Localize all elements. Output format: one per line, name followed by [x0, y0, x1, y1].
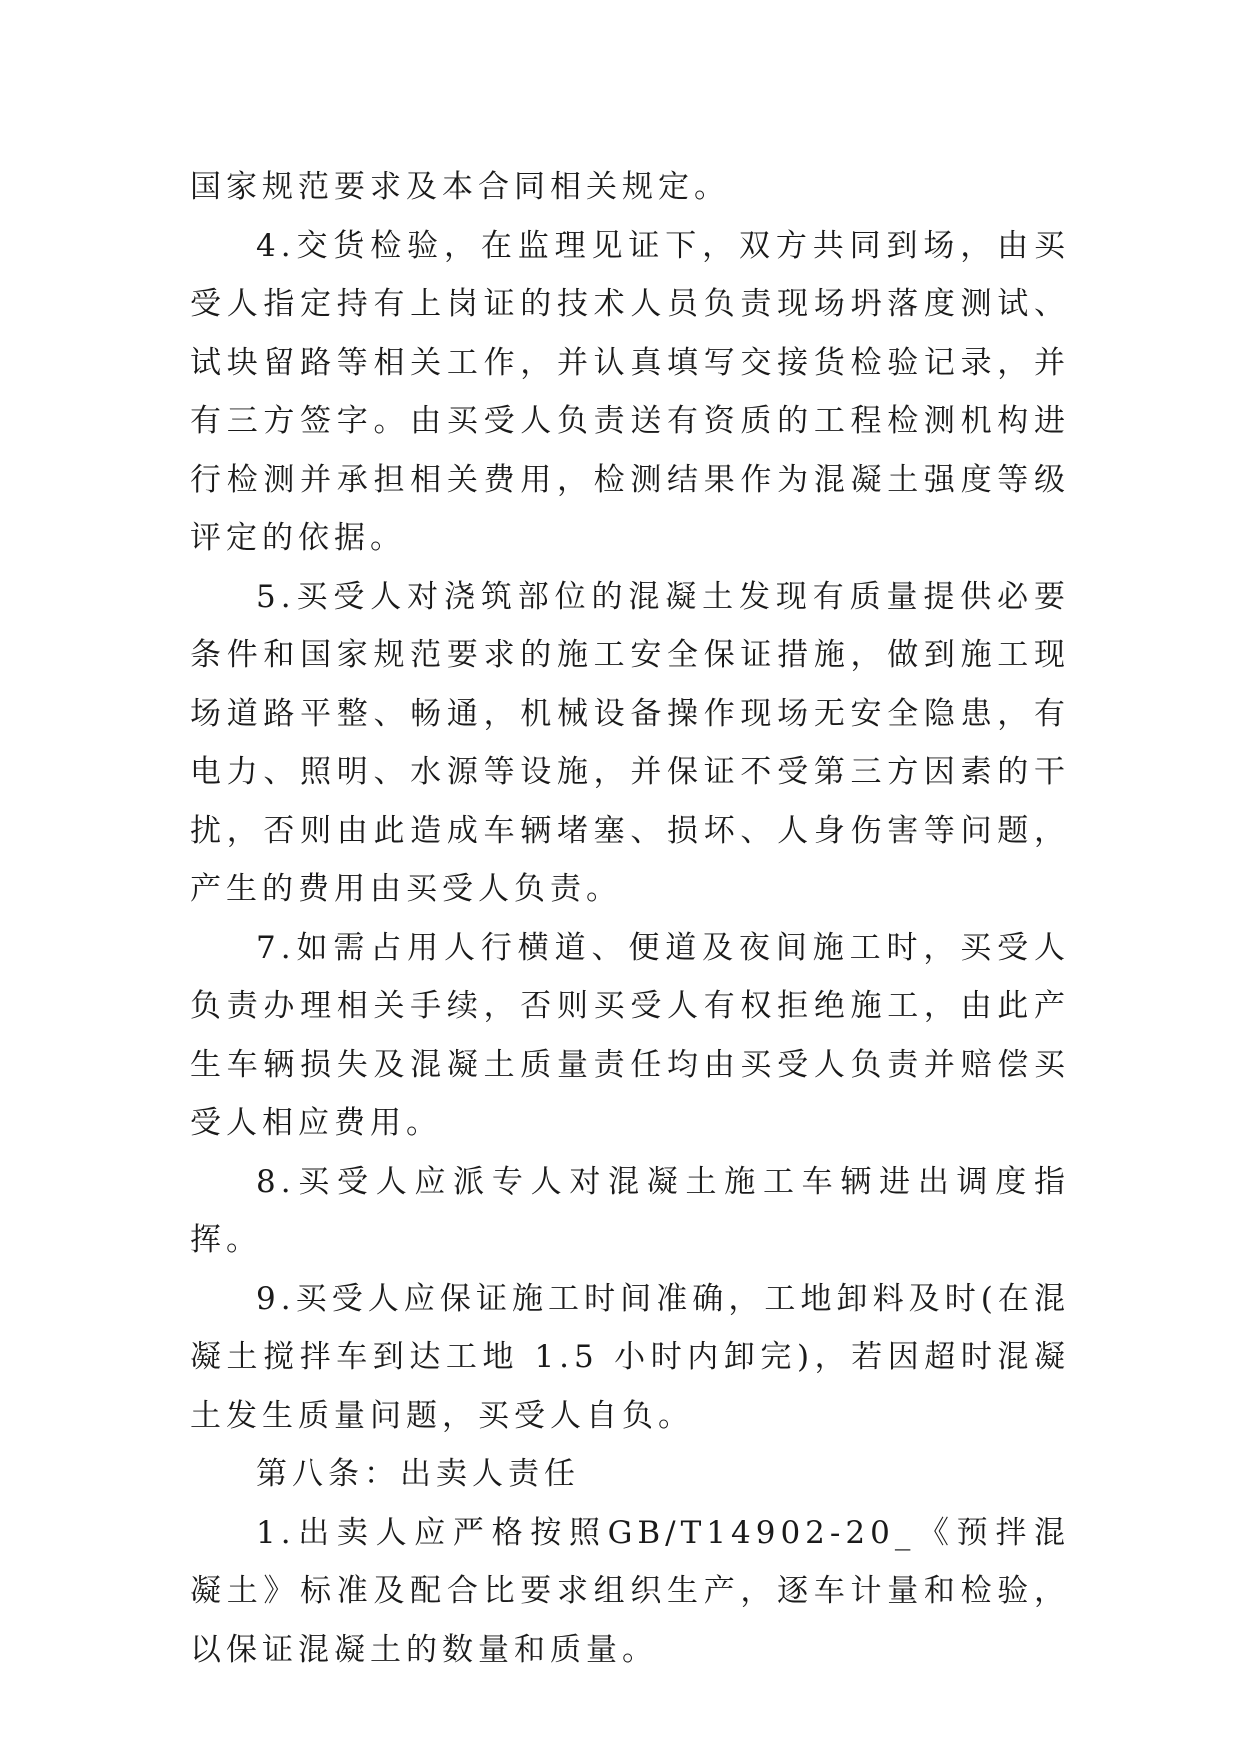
paragraph-item-7: 7.如需占用人行横道、便道及夜间施工时，买受人负责办理相关手续，否则买受人有权拒绝施工，由此产生车辆损失及混凝土质量责任均由买受人负责并赔偿买受人相应费用。	[190, 929, 1070, 1141]
paragraph-seller-item-1: 1.出卖人应严格按照GB/T14902-20_《预拌混凝土》标准及配合比要求组织生产，逐车计量和检验，以保证混凝土的数量和质量。	[190, 1514, 1070, 1668]
paragraph-item-5: 5.买受人对浇筑部位的混凝土发现有质量提供必要条件和国家规范要求的施工安全保证措施，做到施工现场道路平整、畅通，机械设备操作现场无安全隐患，有电力、照明、水源等设施，并保证不受第三方因素的干扰，否则由此造成车辆堵塞、损坏、人身伤害等问题，产生的费用由买受人负责。	[190, 578, 1070, 907]
document-body	[190, 158, 1070, 1679]
paragraph-item-9: 9.买受人应保证施工时间准确，工地卸料及时(在混凝土搅拌车到达工地 1.5 小时内卸完)，若因超时混凝土发生质量问题，买受人自负。	[190, 1280, 1070, 1434]
paragraph-item-8: 8.买受人应派专人对混凝土施工车辆进出调度指挥。	[190, 1163, 1070, 1258]
section-heading-article-8: 第八条：出卖人责任	[256, 1456, 580, 1492]
paragraph-item-4: 4.交货检验，在监理见证下，双方共同到场，由买受人指定持有上岗证的技术人员负责现场坍落度测试、试块留路等相关工作，并认真填写交接货检验记录，并有三方签字。由买受人负责送有资质的工程检测机构进行检测并承担相关费用，检测结果作为混凝土强度等级评定的依据。	[190, 227, 1070, 556]
paragraph-continuation: 国家规范要求及本合同相关规定。	[190, 169, 730, 205]
